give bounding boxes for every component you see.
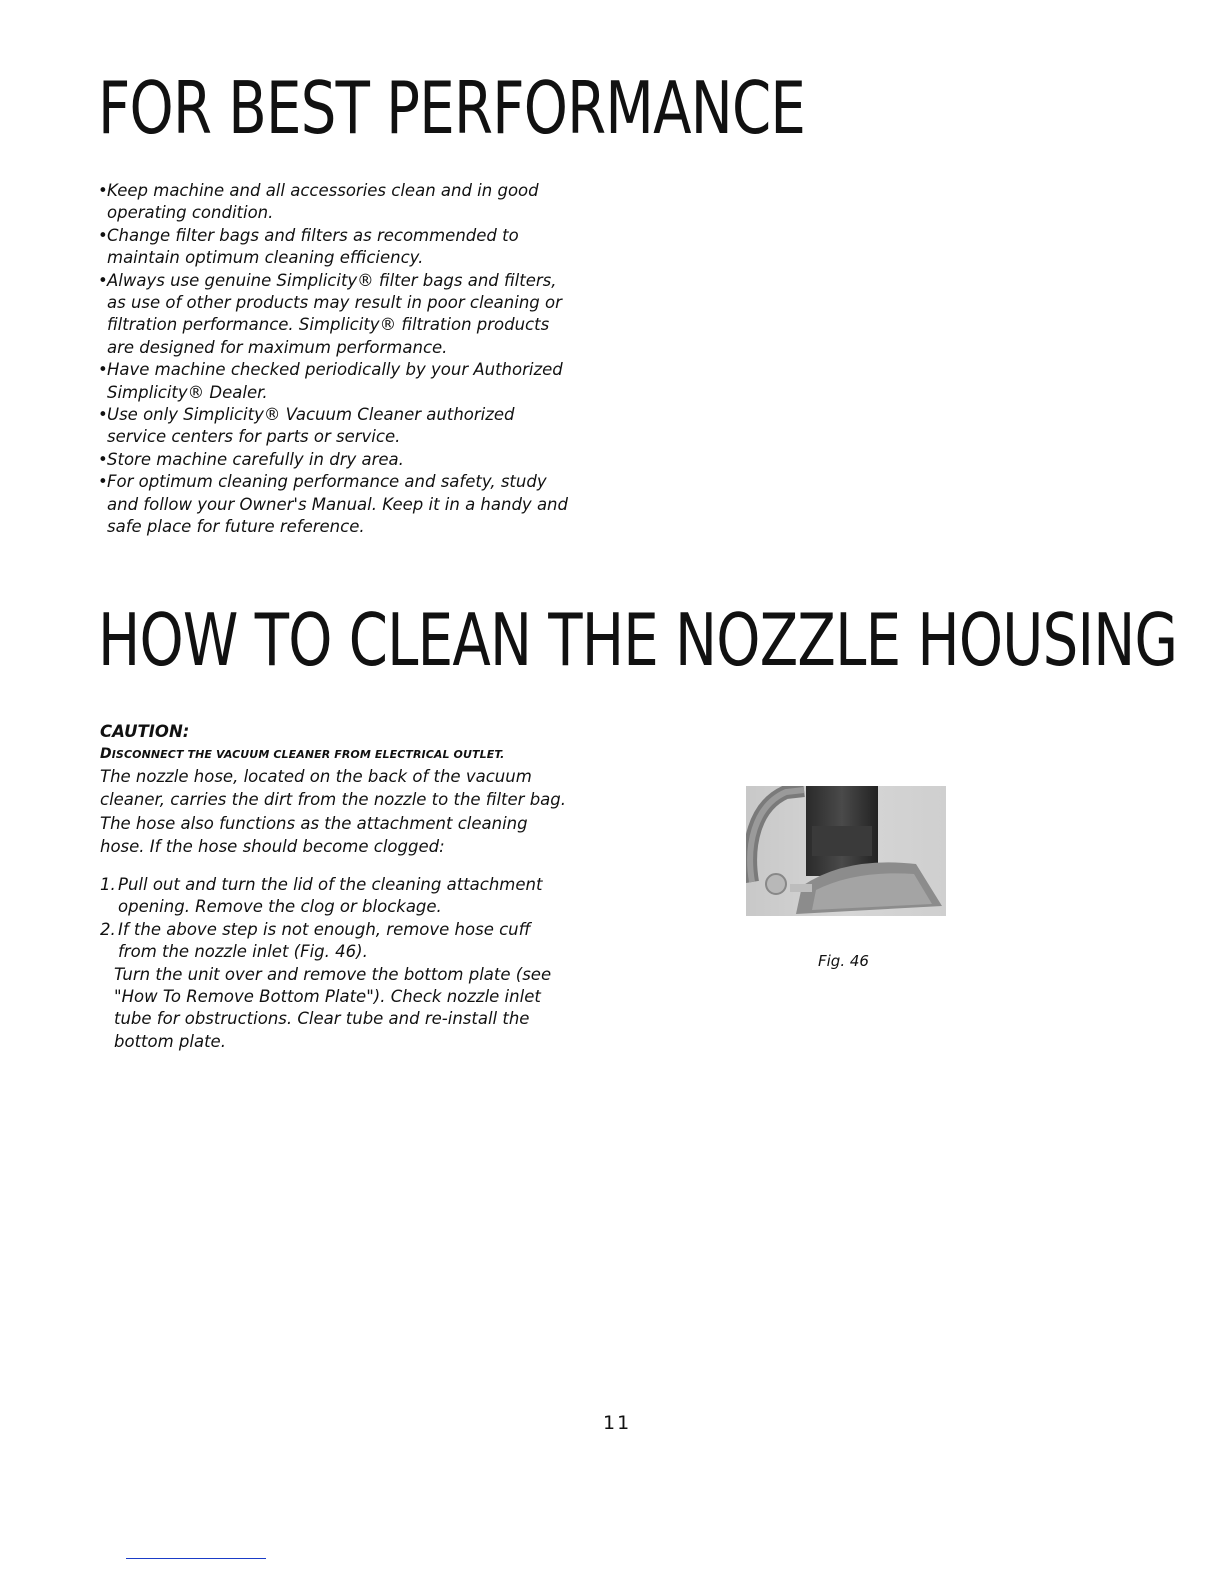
caution-block	[100, 720, 570, 859]
page-number: 11	[603, 1412, 632, 1434]
step-text: Pull out and turn the lid of the cleaning attachment opening. Remove the clog or blockage.	[118, 875, 543, 917]
list-item: • Always use genuine Simplicity® filter bags and filters, as use of other products may result in poor cleaning or filtration performance. Simplicity® filtration products are designed for maximum performance.	[98, 270, 568, 360]
list-item: • Use only Simplicity® Vacuum Cleaner authorized service centers for parts or service.	[98, 404, 568, 449]
heading-nozzle-housing: HOW TO CLEAN THE NOZZLE HOUSING	[98, 598, 1178, 682]
step-item	[100, 874, 560, 919]
caution-intro: The nozzle hose, located on the back of the vacuum cleaner, carries the dirt from the nozzle to the filter bag. The hose also functions as the attachment cleaning hose. If the hose should become clogged:	[100, 766, 567, 856]
step-continuation: Turn the unit over and remove the bottom plate (see "How To Remove Bottom Plate"). Check nozzle inlet tube for obstructions. Clear tube and re-install the bottom plate.	[114, 964, 552, 1051]
list-item: • Store machine carefully in dry area.	[98, 449, 568, 471]
heading-best-performance: FOR BEST PERFORMANCE	[98, 66, 806, 150]
step-number: 2.	[100, 919, 116, 939]
step-text: If the above step is not enough, remove hose cuff from the nozzle inlet (Fig. 46).	[118, 919, 531, 962]
list-item: • Keep machine and all accessories clean and in good operating condition.	[98, 180, 568, 225]
figure-caption: Fig. 46	[818, 952, 869, 970]
vacuum-hose-illustration	[746, 786, 946, 916]
cleaning-steps	[100, 874, 560, 1053]
best-performance-list	[98, 180, 568, 539]
caution-title: CAUTION:	[100, 722, 190, 741]
step-number: 1.	[100, 875, 116, 894]
list-item: • Have machine checked periodically by your Authorized Simplicity® Dealer.	[98, 359, 568, 404]
list-item: • For optimum cleaning performance and safety, study and follow your Owner's Manual. Keep it in a handy and safe place for future reference.	[98, 471, 568, 538]
list-item: • Change filter bags and filters as recommended to maintain optimum cleaning efficiency.	[98, 225, 568, 270]
disconnect-text: ISCONNECT THE VACUUM CLEANER FROM ELECTRICAL OUTLET.	[111, 747, 505, 761]
disconnect-warning	[100, 744, 570, 765]
footer-rule	[126, 1558, 266, 1559]
disconnect-initial: D	[100, 745, 112, 762]
step-item	[100, 919, 560, 1053]
